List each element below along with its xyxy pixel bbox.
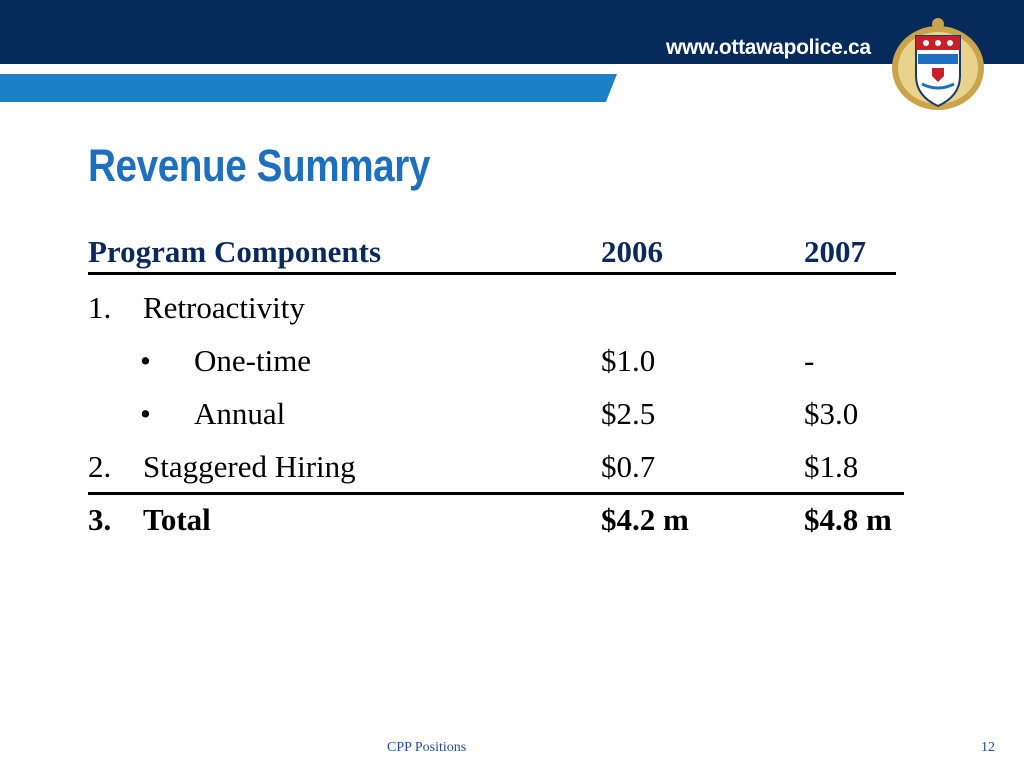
value-2007: $4.8 m bbox=[804, 502, 892, 537]
column-header-program-components: Program Components bbox=[88, 234, 382, 269]
value-2006: $4.2 m bbox=[601, 502, 689, 537]
value-2007: $3.0 bbox=[804, 396, 859, 431]
row-label: Annual bbox=[194, 396, 286, 431]
table-row bbox=[0, 290, 1024, 330]
row-number: 2. bbox=[88, 449, 112, 484]
value-2006: $2.5 bbox=[601, 396, 656, 431]
column-header-2006: 2006 bbox=[601, 234, 663, 269]
header-rule bbox=[88, 272, 896, 275]
value-2006: $0.7 bbox=[601, 449, 656, 484]
total-rule bbox=[88, 492, 904, 495]
ottawa-police-crest-icon bbox=[888, 14, 988, 114]
row-number: 1. bbox=[88, 290, 112, 325]
value-2007: $1.8 bbox=[804, 449, 859, 484]
table-row bbox=[0, 396, 1024, 436]
value-2006: $1.0 bbox=[601, 343, 656, 378]
table-row-total bbox=[0, 502, 1024, 542]
table-row bbox=[0, 343, 1024, 383]
website-url: www.ottawapolice.ca bbox=[666, 36, 871, 59]
bullet-icon: • bbox=[140, 396, 151, 431]
table-row bbox=[0, 449, 1024, 489]
page-number: 12 bbox=[981, 740, 995, 755]
row-number: 3. bbox=[88, 502, 112, 537]
column-header-2007: 2007 bbox=[804, 234, 866, 269]
row-label: Retroactivity bbox=[143, 290, 305, 325]
footer-caption: CPP Positions bbox=[387, 740, 467, 755]
bullet-icon: • bbox=[140, 343, 151, 378]
row-label: Total bbox=[143, 502, 211, 537]
row-label: One-time bbox=[194, 343, 312, 378]
value-2007: - bbox=[804, 343, 815, 378]
table-header-row bbox=[0, 234, 1024, 274]
slide-title: Revenue Summary bbox=[88, 140, 431, 191]
row-label: Staggered Hiring bbox=[143, 449, 356, 484]
accent-stripe bbox=[0, 74, 617, 102]
